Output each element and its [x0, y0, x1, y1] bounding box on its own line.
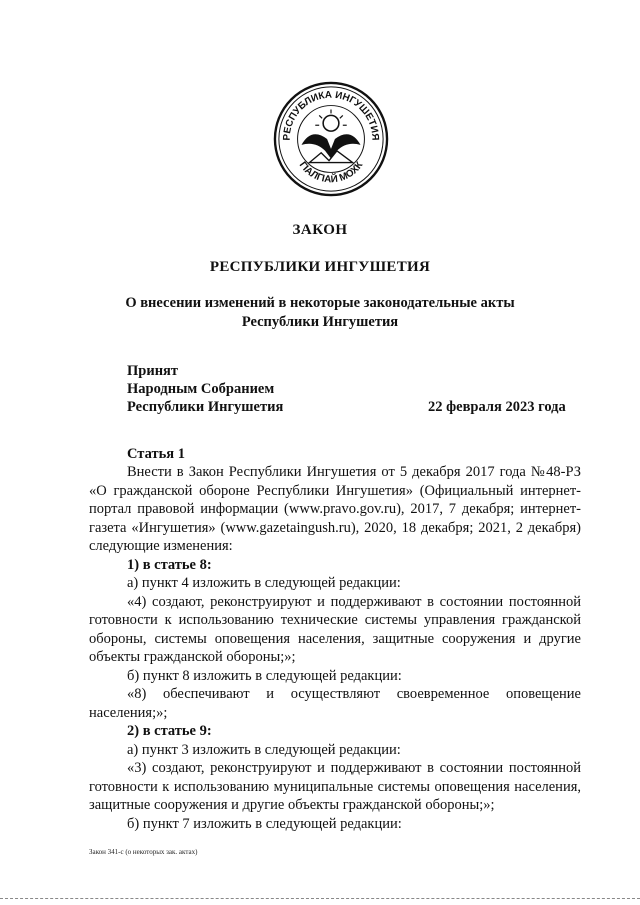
adopted-line: Принят: [127, 363, 179, 379]
law-heading-line: О внесении изменений в некоторые законодательные акты: [125, 295, 515, 311]
article-paragraph: а) пункт 3 изложить в следующей редакции:: [127, 741, 401, 758]
article-paragraph: 2) в статье 9:: [127, 723, 212, 739]
republic-seal-icon: [272, 80, 390, 198]
article-paragraph: 1) в статье 8:: [127, 556, 212, 573]
article-paragraph: «4) создают, реконструируют и поддерживают в состоянии постоянной готовности к использованию технические системы управления гражданской обороны, системы оповещения населения, защитные сооружения и другие объекты гражданской обороны;»;: [89, 593, 581, 665]
law-heading: [0, 294, 640, 332]
scan-edge-divider: [0, 898, 640, 900]
document-type-title: ЗАКОН: [292, 222, 348, 238]
svg-text:ГIАЛГIАЙ МОХК: ГIАЛГIАЙ МОХК: [296, 159, 366, 186]
article-paragraph: а) пункт 4 изложить в следующей редакции:: [127, 575, 401, 591]
article-title: Статья 1: [127, 446, 185, 462]
article-paragraph: Внести в Закон Республики Ингушетия от 5 декабря 2017 года №48-РЗ «О гражданской обороне Республики Ингушетия» (Официальный интернет-портал правовой информации (www.pravo.gov.ru), 2017, 7 декабря; интернет-газета «Ингушетия» (www.gazetaingush.ru), 2020, 18 декабря; 2021, 2 декабря) следующие изменения:: [89, 464, 581, 554]
article-paragraph: «8) обеспечивают и осуществляют своевременное оповещение населения;»;: [89, 686, 581, 721]
adopted-block: [127, 362, 283, 416]
article-paragraph: б) пункт 7 изложить в следующей редакции:: [127, 815, 402, 832]
adopted-date: 22 февраля 2023 года: [428, 399, 566, 415]
law-heading-line: Республики Ингушетия: [241, 314, 399, 330]
adopted-line: Республики Ингушетия: [127, 399, 284, 415]
issuer-title: РЕСПУБЛИКИ ИНГУШЕТИЯ: [209, 259, 431, 275]
svg-text:РЕСПУБЛИКА ИНГУШЕТИЯ: РЕСПУБЛИКА ИНГУШЕТИЯ: [281, 89, 381, 141]
footer-note: Закон 341-с (о некоторых зак. актах): [89, 848, 198, 856]
article-paragraph: б) пункт 8 изложить в следующей редакции:: [127, 667, 402, 684]
article-paragraph: «3) создают, реконструируют и поддерживают в состоянии постоянной готовности к использованию муниципальные системы оповещения населения, защитные сооружения и другие объекты гражданской обороны;»;: [89, 760, 581, 813]
adopted-line: Народным Собранием: [127, 381, 275, 397]
article-body: [89, 463, 581, 833]
